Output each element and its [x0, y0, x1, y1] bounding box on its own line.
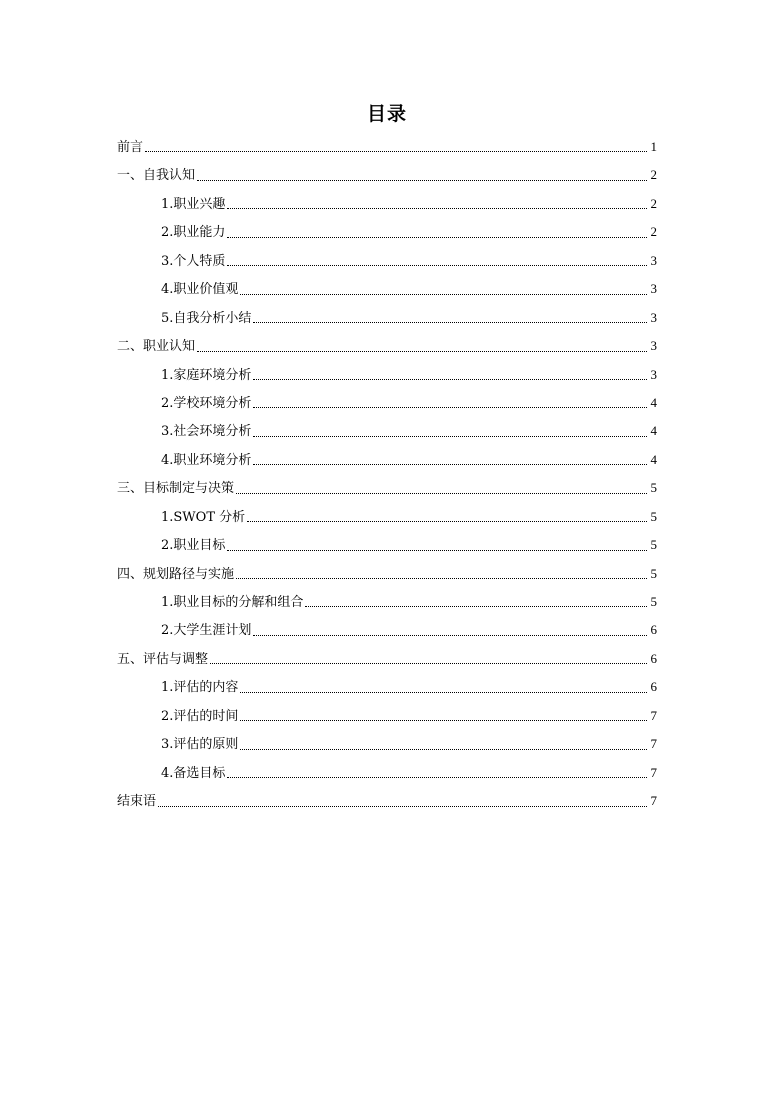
- toc-entry-label: 二、职业认知: [117, 339, 196, 355]
- toc-entry-label: 4.职业价值观: [161, 282, 239, 298]
- toc-page-number: 1: [650, 139, 657, 154]
- toc-entry-label: 1.家庭环境分析: [161, 367, 252, 383]
- toc-dot-leader: [253, 379, 647, 380]
- toc-entry[interactable]: [117, 389, 657, 417]
- toc-entry-label: 2.大学生涯计划: [161, 623, 252, 639]
- toc-dot-leader: [227, 265, 647, 266]
- toc-page-number: 2: [650, 195, 657, 211]
- toc-entry[interactable]: [117, 190, 657, 218]
- toc-page-number: 5: [650, 508, 657, 524]
- toc-page-number: 4: [650, 423, 657, 439]
- toc-page-number: 6: [650, 679, 657, 695]
- toc-entry[interactable]: [117, 616, 657, 644]
- toc-entry[interactable]: [117, 275, 657, 303]
- toc-dot-leader: [240, 294, 647, 295]
- toc-entry-label: 三、目标制定与决策: [117, 481, 235, 497]
- toc-dot-leader: [247, 521, 647, 522]
- toc-page-number: 5: [650, 537, 657, 553]
- toc-dot-leader: [236, 493, 647, 494]
- toc-entry-label: 结束语: [117, 794, 157, 810]
- toc-entry[interactable]: [117, 759, 657, 787]
- table-of-contents: [117, 133, 657, 816]
- toc-entry-label: 4.备选目标: [161, 765, 226, 781]
- page-title: 目录: [366, 103, 407, 125]
- toc-entry[interactable]: [117, 702, 657, 730]
- toc-dot-leader: [240, 692, 647, 693]
- toc-entry[interactable]: [117, 531, 657, 559]
- toc-page-number: 4: [650, 394, 657, 410]
- toc-entry-label: 1.SWOT 分析: [161, 509, 246, 525]
- toc-entry[interactable]: [117, 588, 657, 616]
- toc-dot-leader: [305, 606, 647, 607]
- toc-dot-leader: [197, 180, 647, 181]
- toc-entry[interactable]: [117, 474, 657, 502]
- toc-entry-label: 前言: [117, 140, 144, 155]
- toc-dot-leader: [240, 720, 647, 721]
- toc-entry-label: 一、自我认知: [117, 168, 196, 184]
- toc-entry[interactable]: [117, 787, 657, 815]
- toc-page-number: 3: [650, 338, 657, 354]
- toc-entry-label: 4.职业环境分析: [161, 452, 252, 468]
- toc-entry-label: 3.评估的原则: [161, 737, 239, 753]
- toc-page-number: 7: [650, 736, 657, 752]
- toc-entry-label: 5.自我分析小结: [161, 310, 252, 326]
- toc-entry-label: 1.职业兴趣: [161, 196, 226, 212]
- toc-page-number: 7: [650, 764, 657, 780]
- toc-page-number: 6: [650, 622, 657, 638]
- toc-entry-label: 2.学校环境分析: [161, 395, 252, 411]
- toc-page-number: 5: [650, 480, 657, 496]
- toc-dot-leader: [253, 436, 647, 437]
- toc-dot-leader: [227, 550, 647, 551]
- toc-entry-label: 1.职业目标的分解和组合: [161, 595, 304, 610]
- toc-entry[interactable]: [117, 673, 657, 701]
- toc-entry[interactable]: [117, 730, 657, 758]
- toc-entry[interactable]: [117, 645, 657, 673]
- toc-entry-label: 四、规划路径与实施: [117, 566, 235, 582]
- toc-dot-leader: [227, 777, 647, 778]
- toc-entry-label: 2.职业目标: [161, 538, 226, 554]
- toc-dot-leader: [197, 351, 647, 352]
- toc-entry-label: 2.职业能力: [161, 225, 226, 241]
- toc-dot-leader: [227, 237, 647, 238]
- toc-dot-leader: [236, 578, 647, 579]
- toc-dot-leader: [145, 151, 647, 152]
- toc-page-number: 2: [650, 167, 657, 183]
- toc-dot-leader: [253, 635, 647, 636]
- toc-entry-label: 3.社会环境分析: [161, 424, 252, 440]
- toc-entry[interactable]: [117, 161, 657, 189]
- toc-entry[interactable]: [117, 361, 657, 389]
- toc-page-number: 4: [650, 451, 657, 467]
- toc-dot-leader: [158, 806, 647, 807]
- toc-entry[interactable]: [117, 304, 657, 332]
- toc-entry[interactable]: [117, 446, 657, 474]
- toc-entry[interactable]: [117, 332, 657, 360]
- toc-page-number: 3: [650, 309, 657, 325]
- toc-page-number: 6: [650, 650, 657, 666]
- toc-page-number: 5: [650, 565, 657, 581]
- toc-page-number: 7: [650, 793, 657, 809]
- toc-dot-leader: [240, 749, 647, 750]
- toc-entry[interactable]: [117, 247, 657, 275]
- toc-page-number: 2: [650, 224, 657, 240]
- toc-entry[interactable]: [117, 218, 657, 246]
- toc-page-number: 3: [650, 252, 657, 268]
- toc-entry[interactable]: [117, 133, 657, 161]
- toc-entry-label: 2.评估的时间: [161, 708, 239, 724]
- toc-entry[interactable]: [117, 503, 657, 531]
- toc-entry-label: 1.评估的内容: [161, 680, 239, 696]
- toc-page-number: 5: [650, 594, 657, 609]
- toc-dot-leader: [210, 663, 647, 664]
- toc-entry-label: 3.个人特质: [161, 253, 226, 269]
- toc-page-number: 3: [650, 366, 657, 382]
- toc-dot-leader: [253, 407, 647, 408]
- toc-dot-leader: [253, 464, 647, 465]
- toc-page-number: 3: [650, 281, 657, 297]
- toc-entry[interactable]: [117, 560, 657, 588]
- toc-entry-label: 五、评估与调整: [117, 651, 209, 667]
- toc-dot-leader: [227, 208, 647, 209]
- toc-page-number: 7: [650, 707, 657, 723]
- toc-dot-leader: [253, 322, 647, 323]
- toc-entry[interactable]: [117, 417, 657, 445]
